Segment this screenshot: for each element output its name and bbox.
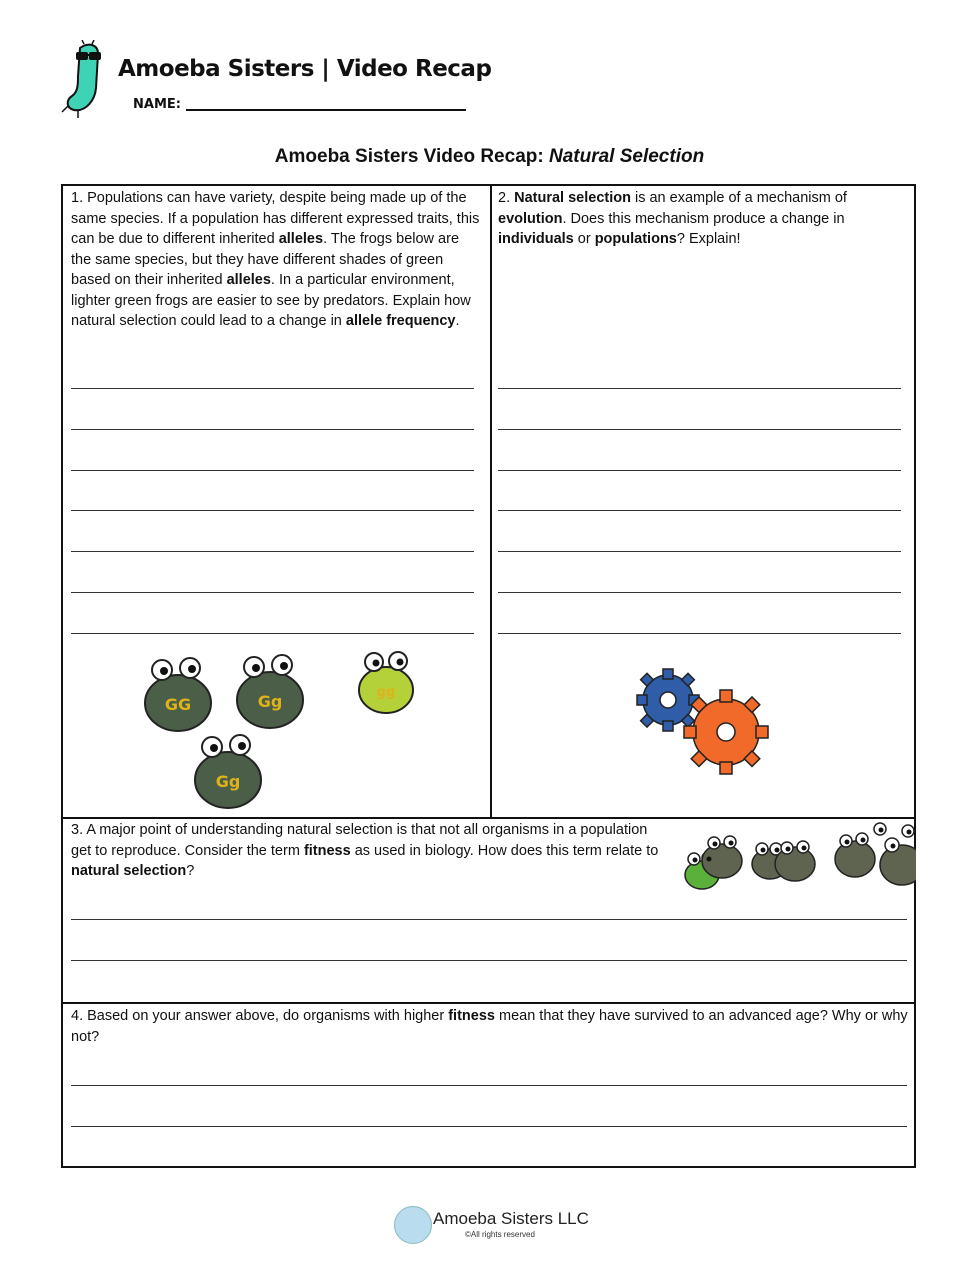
text-run: . The frogs below are the same species, but they have different shades of green based on their inherited xyxy=(71,231,460,288)
bold-term: Natural selection xyxy=(514,190,631,206)
answer-line[interactable] xyxy=(498,551,901,552)
question-1-text xyxy=(71,188,483,332)
amoeba-mascot-logo xyxy=(58,40,118,120)
answer-line[interactable] xyxy=(498,633,901,634)
frog-dark-Gg xyxy=(237,655,303,728)
question-2-text xyxy=(498,188,908,250)
footer-copyright: ©All rights reserved xyxy=(465,1230,535,1239)
question-3-text xyxy=(71,820,661,882)
blue-gear xyxy=(637,669,699,731)
svg-text:GG: GG xyxy=(164,695,192,714)
frogs-illustration xyxy=(138,648,428,818)
bold-term: alleles xyxy=(278,231,324,247)
text-run: mean that they have survived to an advanced age? Why or why not? xyxy=(71,1008,908,1045)
text-run: 2. xyxy=(498,190,515,206)
row-divider xyxy=(63,1002,914,1004)
text-run: ? xyxy=(186,863,195,879)
answer-line[interactable] xyxy=(71,388,474,389)
bold-term: natural selection xyxy=(71,863,187,879)
name-field[interactable] xyxy=(186,109,466,111)
page-title: Amoeba Sisters Video Recap: Natural Selection xyxy=(274,146,705,167)
frog-dark-Gg-2 xyxy=(195,735,261,808)
bold-term: allele frequency xyxy=(345,313,456,329)
text-run: 4. Based on your answer above, do organisms with higher xyxy=(71,1008,449,1024)
orange-gear xyxy=(684,690,768,774)
bold-term: individuals xyxy=(498,231,574,247)
svg-text:Gg: Gg xyxy=(215,772,241,791)
gears-illustration xyxy=(628,666,778,781)
answer-line[interactable] xyxy=(498,510,901,511)
text-run: is an example of a mechanism of xyxy=(630,190,847,206)
text-run: . In a particular environment, lighter green frogs are easier to see by predators. Explain how natural selection could lead to a change in xyxy=(71,272,471,329)
answer-line[interactable] xyxy=(71,633,474,634)
answer-line[interactable] xyxy=(71,1126,907,1127)
footer-company-name: Amoeba Sisters LLC xyxy=(433,1209,589,1228)
bold-term: fitness xyxy=(303,842,351,859)
answer-line[interactable] xyxy=(71,919,907,920)
frog-group-illustration xyxy=(680,819,916,894)
answer-line[interactable] xyxy=(71,960,907,961)
bold-term: alleles xyxy=(226,272,271,288)
svg-text:gg: gg xyxy=(376,685,396,700)
frog-dark-gg xyxy=(145,658,211,731)
answer-line[interactable] xyxy=(71,429,474,430)
answer-line[interactable] xyxy=(498,470,901,471)
text-run: as used in biology. How does this term relate to xyxy=(350,842,659,859)
answer-line[interactable] xyxy=(498,592,901,593)
answer-line[interactable] xyxy=(71,592,474,593)
amoeba-sisters-footer-logo xyxy=(394,1206,432,1244)
text-run: ? Explain! xyxy=(676,231,741,247)
text-run: . xyxy=(455,313,460,329)
answer-line[interactable] xyxy=(71,1085,907,1086)
text-run: 3. A major point of understanding natural selection is that not all organisms in a population get to reproduce. Consider the term xyxy=(71,822,648,859)
column-divider xyxy=(490,186,492,817)
text-run: 1. Populations can have variety, despite being made up of the same species. If a population has different expressed traits, this can be due to different inherited xyxy=(71,190,480,247)
answer-line[interactable] xyxy=(71,470,474,471)
frog-light-gg xyxy=(359,652,413,713)
svg-text:Gg: Gg xyxy=(257,692,283,711)
bold-term: evolution xyxy=(498,210,563,227)
answer-line[interactable] xyxy=(498,429,901,430)
answer-line[interactable] xyxy=(71,551,474,552)
bold-term: fitness xyxy=(448,1008,495,1024)
worksheet-table xyxy=(61,184,916,1168)
bold-term: populations xyxy=(594,231,677,247)
text-run: . Does this mechanism produce a change in xyxy=(562,210,845,227)
text-run: or xyxy=(573,231,595,247)
question-4-text xyxy=(71,1006,911,1047)
answer-line[interactable] xyxy=(71,510,474,511)
name-label: NAME: xyxy=(133,97,181,112)
answer-line[interactable] xyxy=(498,388,901,389)
worksheet-header-title: Amoeba Sisters | Video Recap xyxy=(118,56,492,82)
